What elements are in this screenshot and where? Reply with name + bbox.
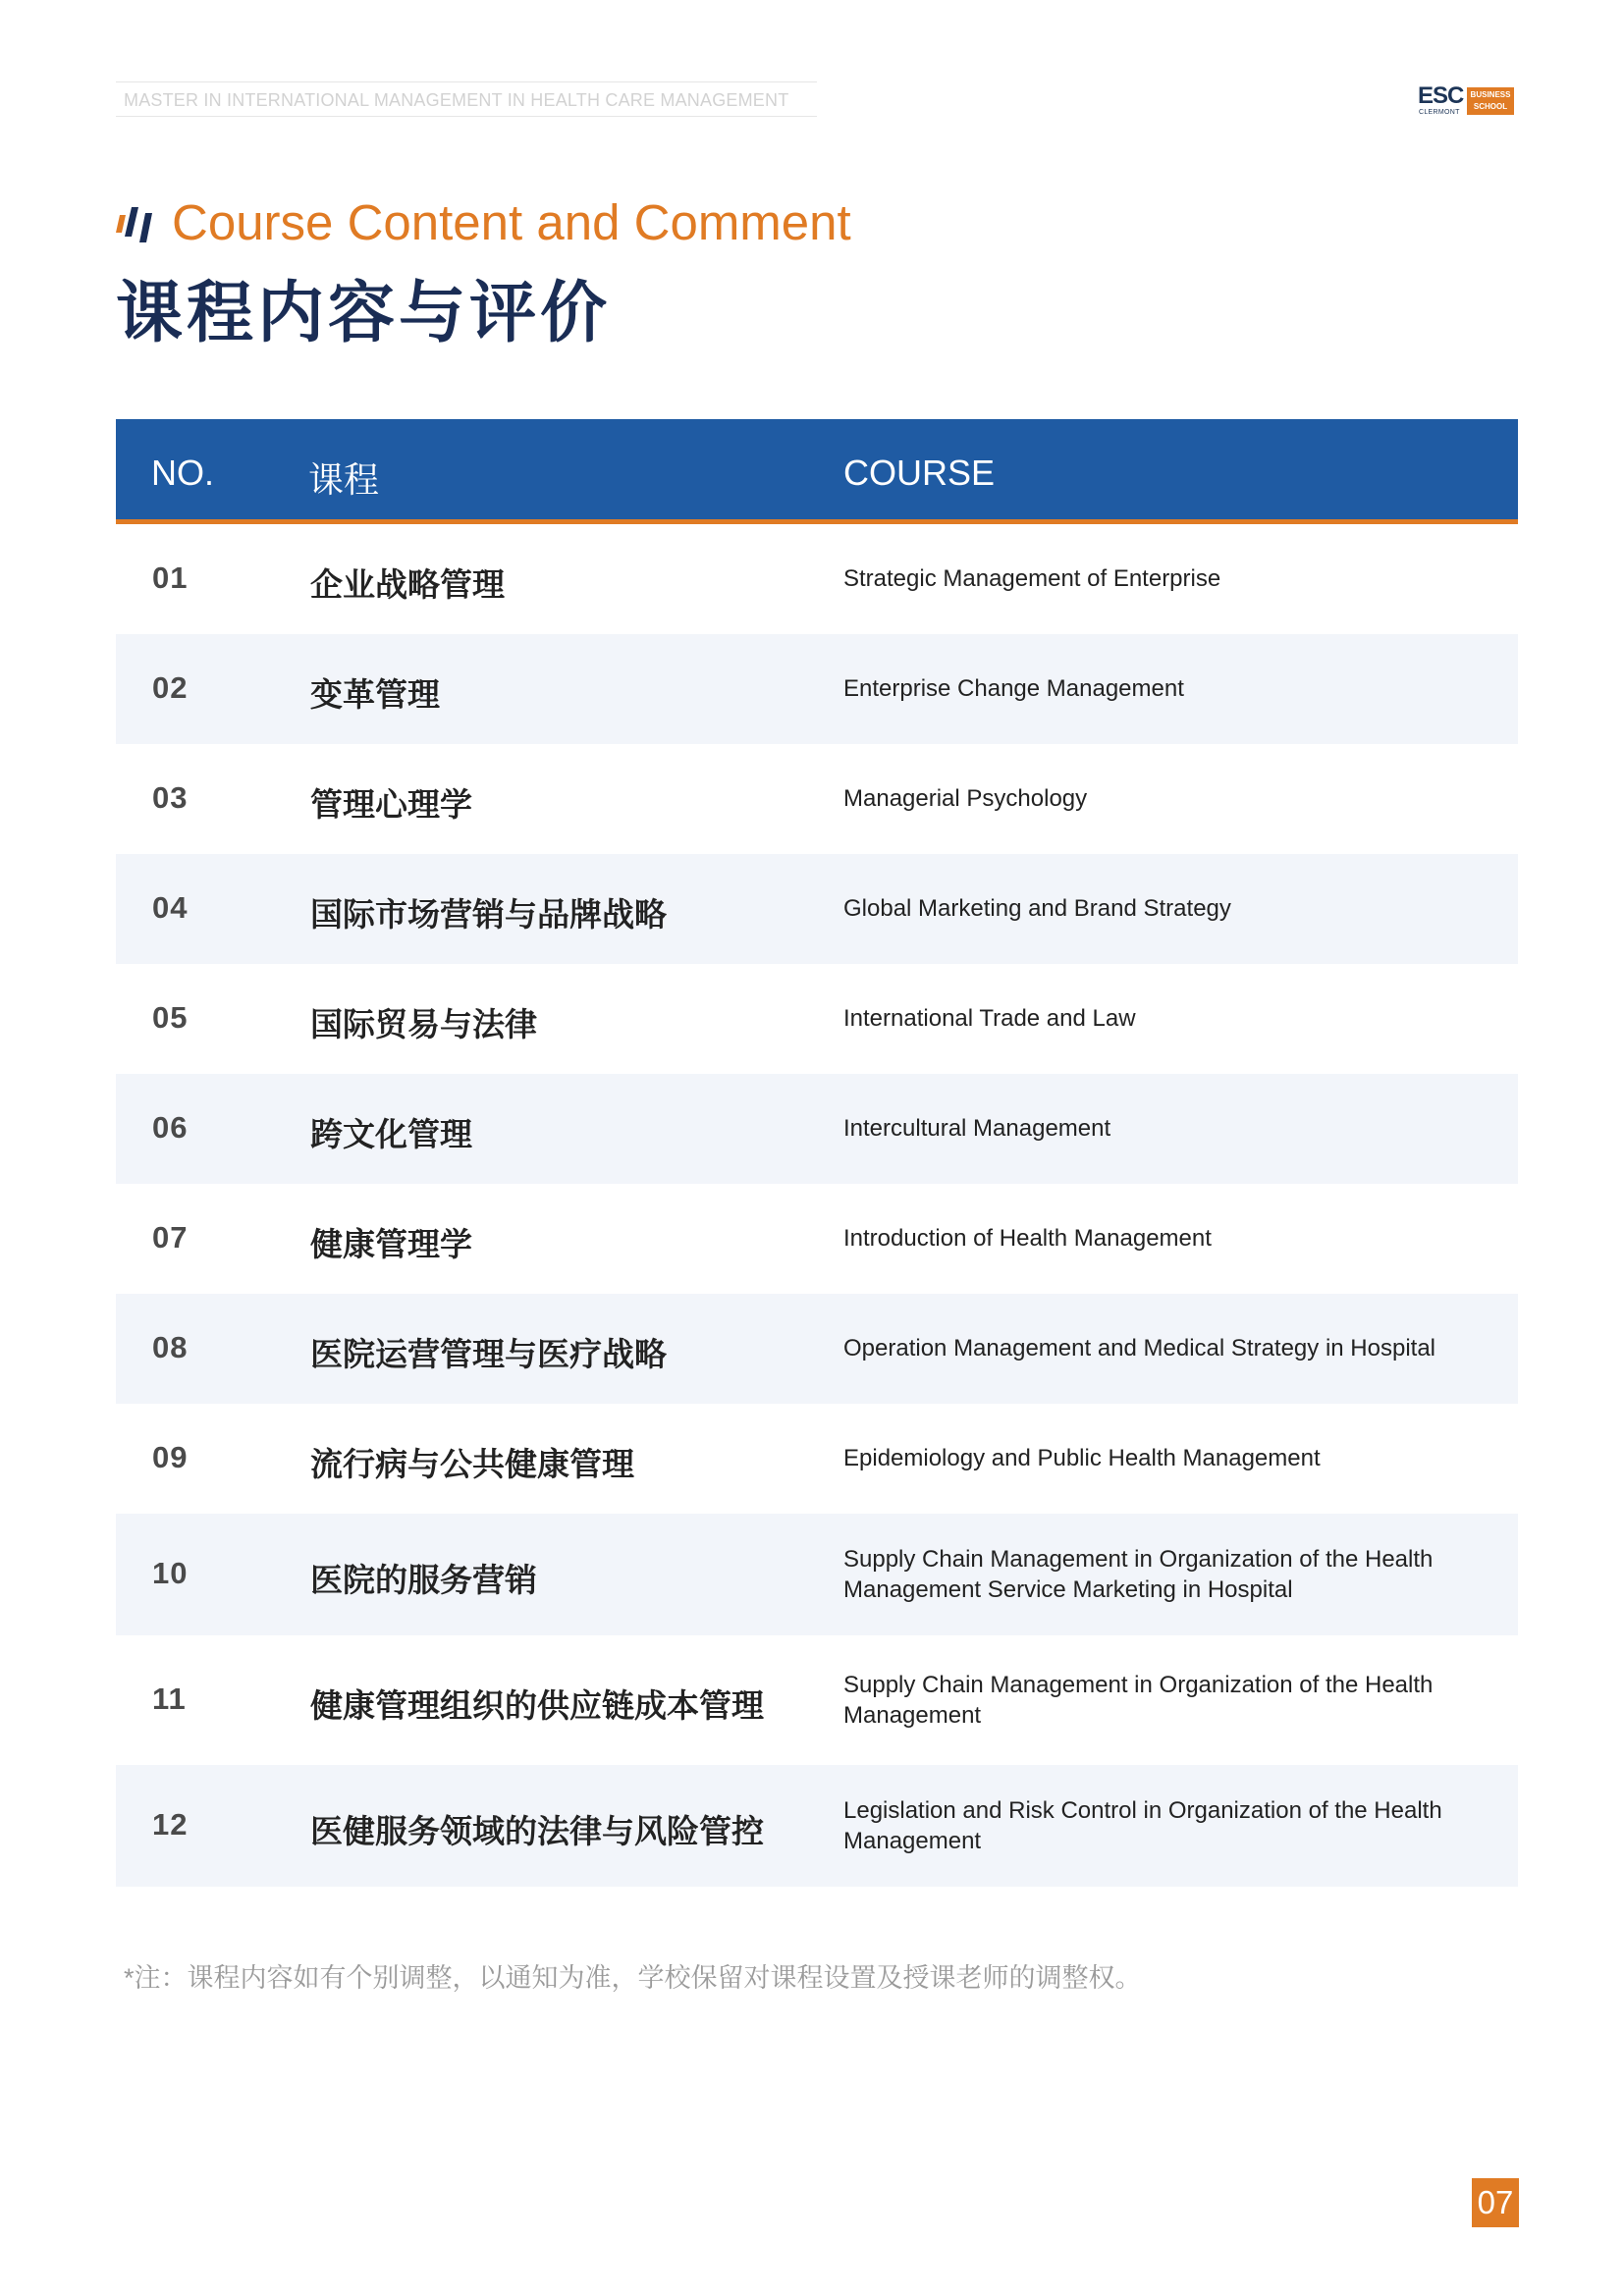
table-row: [116, 634, 1518, 744]
col-header-en: COURSE: [843, 453, 996, 493]
table-row: [116, 1635, 1518, 1765]
course-table: [116, 419, 1518, 1887]
logo-sub: CLERMONT: [1419, 109, 1460, 116]
course-name-en: Enterprise Change Management: [843, 675, 1184, 702]
row-number: 06: [152, 1110, 189, 1145]
course-name-en: Legislation and Risk Control in Organization of the Health Management: [843, 1797, 1442, 1854]
row-number: 08: [152, 1330, 189, 1364]
course-name-en: Managerial Psychology: [843, 785, 1088, 812]
course-name-cn: 医健服务领域的法律与风险管控: [310, 1813, 764, 1849]
course-name-cn: 健康管理学: [310, 1226, 472, 1262]
page-number: 07: [1472, 2178, 1519, 2227]
school-logo: [1418, 84, 1520, 120]
course-name-cn: 国际贸易与法律: [310, 1006, 537, 1042]
course-name-cn: 管理心理学: [310, 786, 472, 823]
logo-main: ESC: [1418, 82, 1464, 109]
course-name-cn: 医院运营管理与医疗战略: [310, 1336, 667, 1372]
row-number: 01: [152, 561, 189, 595]
course-name-cn: 医院的服务营销: [310, 1562, 537, 1598]
table-row: [116, 1514, 1518, 1635]
course-name-en: Introduction of Health Management: [843, 1225, 1212, 1252]
row-number: 07: [152, 1220, 189, 1255]
table-row: [116, 744, 1518, 854]
title-english: Course Content and Comment: [172, 194, 851, 250]
course-name-cn: 企业战略管理: [310, 566, 505, 603]
footnote: *注：课程内容如有个别调整，以通知为准，学校保留对课程设置及授课老师的调整权。: [124, 1963, 1142, 1993]
logo-badge: [1467, 87, 1514, 115]
course-name-cn: 变革管理: [310, 676, 440, 713]
table-body: [116, 524, 1518, 1887]
course-name-cn: 健康管理组织的供应链成本管理: [310, 1687, 764, 1724]
slash-bars-icon: [116, 203, 157, 242]
row-number: 03: [152, 780, 189, 815]
col-header-cn: 课程: [308, 459, 380, 500]
course-name-en: Intercultural Management: [843, 1115, 1111, 1142]
table-row: [116, 1294, 1518, 1404]
table-row: [116, 524, 1518, 634]
course-name-cn: 跨文化管理: [310, 1116, 472, 1152]
course-name-en: International Trade and Law: [843, 1005, 1136, 1032]
table-row: [116, 1184, 1518, 1294]
course-name-en: Supply Chain Management in Organization of the Health Management Service Marketing in Hospital: [843, 1546, 1434, 1603]
col-header-no: NO.: [151, 453, 215, 493]
title-chinese: 课程内容与评价: [116, 276, 612, 350]
row-number: 02: [152, 670, 189, 705]
course-name-en: Operation Management and Medical Strategy in Hospital: [843, 1335, 1435, 1362]
row-number: 12: [152, 1807, 189, 1842]
course-name-cn: 流行病与公共健康管理: [310, 1446, 634, 1482]
row-number: 11: [152, 1682, 187, 1716]
table-header: [116, 419, 1518, 524]
row-number: 10: [152, 1556, 189, 1590]
program-name: MASTER IN INTERNATIONAL MANAGEMENT IN HEALTH CARE MANAGEMENT: [124, 90, 789, 110]
row-number: 04: [152, 890, 189, 925]
table-row: [116, 1404, 1518, 1514]
course-name-en: Supply Chain Management in Organization of the Health Management: [843, 1672, 1434, 1729]
course-name-cn: 国际市场营销与品牌战略: [310, 896, 667, 933]
table-row: [116, 854, 1518, 964]
table-row: [116, 1074, 1518, 1184]
row-number: 09: [152, 1440, 189, 1474]
course-name-en: Global Marketing and Brand Strategy: [843, 895, 1231, 922]
course-name-en: Epidemiology and Public Health Management: [843, 1445, 1321, 1471]
table-row: [116, 1765, 1518, 1887]
table-row: [116, 964, 1518, 1074]
logo-badge-bottom: SCHOOL: [1473, 102, 1508, 111]
row-number: 05: [152, 1000, 189, 1035]
course-name-en: Strategic Management of Enterprise: [843, 565, 1221, 592]
logo-badge-top: BUSINESS: [1470, 90, 1511, 99]
